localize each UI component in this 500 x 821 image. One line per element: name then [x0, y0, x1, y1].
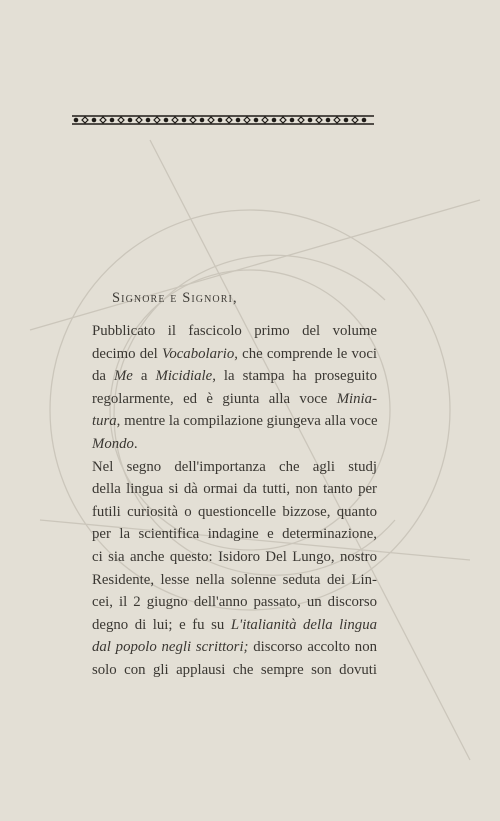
text-line: [92, 659, 377, 682]
text-line: [92, 456, 377, 479]
italic-text: Minia-: [336, 390, 377, 407]
salutation-heading: Signore e Signori,: [112, 290, 238, 306]
text-segment: discorso accolto non: [248, 639, 377, 656]
italic-text: Mondo: [92, 435, 134, 452]
text-segment: Pubblicato il fascicolo primo del volume: [92, 323, 377, 339]
text-line: [92, 546, 377, 569]
text-segment: , mentre la compilazione giungeva alla voce: [116, 413, 378, 430]
text-segment: ci sia anche questo: Isidoro Del Lungo, nostro: [92, 548, 377, 565]
text-segment: decimo del: [92, 345, 162, 362]
text-segment: per la scientifica indagine e determinazione,: [92, 526, 377, 543]
text-segment: cei, il 2 giugno dell'anno passato, un discorso: [92, 594, 377, 611]
text-line: [92, 614, 377, 637]
text-line: [92, 569, 377, 592]
body-text: [92, 320, 377, 682]
italic-text: Vocabolario: [161, 345, 235, 362]
italic-text: Me: [113, 368, 133, 385]
text-segment: della lingua si dà ormai da tutti, non tanto per: [92, 481, 377, 498]
text-line: [92, 478, 377, 501]
text-line: [92, 523, 377, 546]
text-line: [92, 591, 377, 614]
text-segment: a: [132, 368, 156, 385]
text-line: [92, 501, 377, 524]
text-line: [92, 343, 377, 366]
text-segment: Nel segno dell'importanza che agli studj: [92, 458, 377, 475]
italic-text: Micidiale: [155, 368, 213, 385]
text-segment: degno di lui; e fu su: [92, 616, 231, 633]
italic-text: dal popolo negli scrittori;: [92, 639, 249, 656]
text-segment: da: [92, 368, 114, 385]
text-segment: , che comprende le voci: [234, 345, 378, 362]
text-line: [92, 410, 377, 433]
decorative-border-ornament: [70, 112, 376, 128]
italic-text: tura: [92, 413, 117, 430]
text-segment: futili curiosità o questioncelle bizzose, quanto: [92, 503, 377, 520]
text-line: [92, 636, 377, 659]
text-segment: solo con gli applausi che sempre son dovuti: [92, 661, 377, 678]
text-segment: , la stampa ha proseguito: [212, 368, 377, 385]
text-line: [92, 365, 377, 388]
text-segment: Residente, lesse nella solenne seduta dei Lin-: [92, 571, 377, 588]
text-segment: regolarmente, ed è giunta alla voce: [92, 390, 337, 407]
italic-text: L'italianità della lingua: [230, 616, 377, 633]
text-segment: .: [133, 435, 138, 452]
text-line: [92, 320, 377, 343]
text-line: [92, 388, 377, 411]
text-line: [92, 433, 377, 456]
